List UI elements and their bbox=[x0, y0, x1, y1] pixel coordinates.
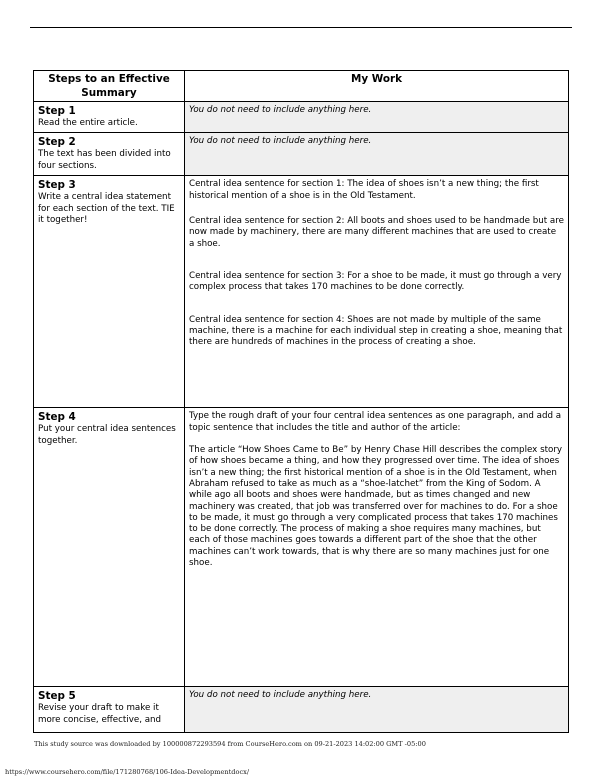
table-row-step-3 bbox=[34, 176, 569, 408]
step-3-work[interactable] bbox=[185, 176, 569, 408]
step-4-desc: Put your central idea sentences together. bbox=[38, 424, 176, 446]
step-3-desc: Write a central idea statement for each section of the text. TIE it together! bbox=[38, 192, 175, 225]
step-2-cell bbox=[34, 133, 185, 176]
step-5-work[interactable] bbox=[185, 687, 569, 733]
step-2-title: Step 2 bbox=[38, 136, 76, 149]
section-4-central-idea: Central idea sentence for section 4: Shoes are not made by multiple of the same machine, there is a machine for each individual step in creating a shoe, meaning that there are hundreds of machines in the process of creating a shoe. bbox=[189, 314, 563, 348]
step-1-title: Step 1 bbox=[38, 105, 76, 118]
step-5-cell bbox=[34, 687, 185, 733]
step-1-desc: Read the entire article. bbox=[38, 118, 138, 129]
step-5-desc: Revise your draft to make it more concise, effective, and bbox=[38, 703, 162, 725]
table-row-step-4 bbox=[34, 408, 569, 687]
step-2-work-text: You do not need to include anything here. bbox=[189, 136, 372, 147]
step-3-title: Step 3 bbox=[38, 179, 76, 192]
step-5-title: Step 5 bbox=[38, 690, 76, 703]
download-source-note: This study source was downloaded by 100000872293594 from CourseHero.com on 09-21-2023 14:02:00 GMT -05:00 bbox=[34, 740, 426, 748]
step-1-cell bbox=[34, 102, 185, 133]
step-4-draft-paragraph: The article “How Shoes Came to Be” by Henry Chase Hill describes the complex story of how shoes became a thing, and how they progressed over time. The idea of shoes isn’t a new thing; the first historical mention of a shoe is in the Old Testament, when Abraham refused to take as much as a “shoe-latchet” from the King of Sodom. A while ago all boots and shoes were handmade, but as times changed and new machinery was created, that job was transferred over for machines to do. For a shoe to be made, it must go through a very complicated process that takes 170 machines to be done correctly. The process of making a shoe requires many machines, but each of those machines goes towards a different part of the shoe that the other machines can’t work towards, that is why there are so many machines just for one shoe. bbox=[189, 444, 563, 569]
table-row-step-1 bbox=[34, 102, 569, 133]
header-rule bbox=[30, 27, 572, 28]
step-2-work[interactable] bbox=[185, 133, 569, 176]
source-url[interactable]: https://www.coursehero.com/file/171280768/106-Idea-Developmentdocx/ bbox=[5, 768, 250, 776]
step-4-work[interactable] bbox=[185, 408, 569, 687]
section-3-central-idea: Central idea sentence for section 3: For a shoe to be made, it must go through a very complex process that takes 170 machines to be done correctly. bbox=[189, 270, 562, 293]
header-my-work: My Work bbox=[185, 71, 569, 102]
table-header-row bbox=[34, 71, 569, 102]
step-1-work[interactable] bbox=[185, 102, 569, 133]
step-3-cell bbox=[34, 176, 185, 408]
table-row-step-5 bbox=[34, 687, 569, 733]
section-2-central-idea: Central idea sentence for section 2: All boots and shoes used to be handmade but are now made by machinery, there are many different machines that are used to create a shoe. bbox=[189, 215, 564, 249]
step-4-cell bbox=[34, 408, 185, 687]
step-2-desc: The text has been divided into four sections. bbox=[38, 149, 171, 171]
step-4-title: Step 4 bbox=[38, 411, 76, 424]
step-1-work-text: You do not need to include anything here. bbox=[189, 105, 372, 116]
step-4-instructions: Type the rough draft of your four central idea sentences as one paragraph, and add a topic sentence that includes the title and author of the article: bbox=[189, 411, 562, 433]
table-row-step-2 bbox=[34, 133, 569, 176]
section-1-central-idea: Central idea sentence for section 1: The idea of shoes isn’t a new thing; the first historical mention of a shoe is in the Old Testament. bbox=[189, 179, 539, 201]
summary-steps-table bbox=[33, 70, 569, 733]
step-5-work-text: You do not need to include anything here. bbox=[189, 690, 372, 701]
header-steps: Steps to an Effective Summary bbox=[34, 71, 185, 102]
